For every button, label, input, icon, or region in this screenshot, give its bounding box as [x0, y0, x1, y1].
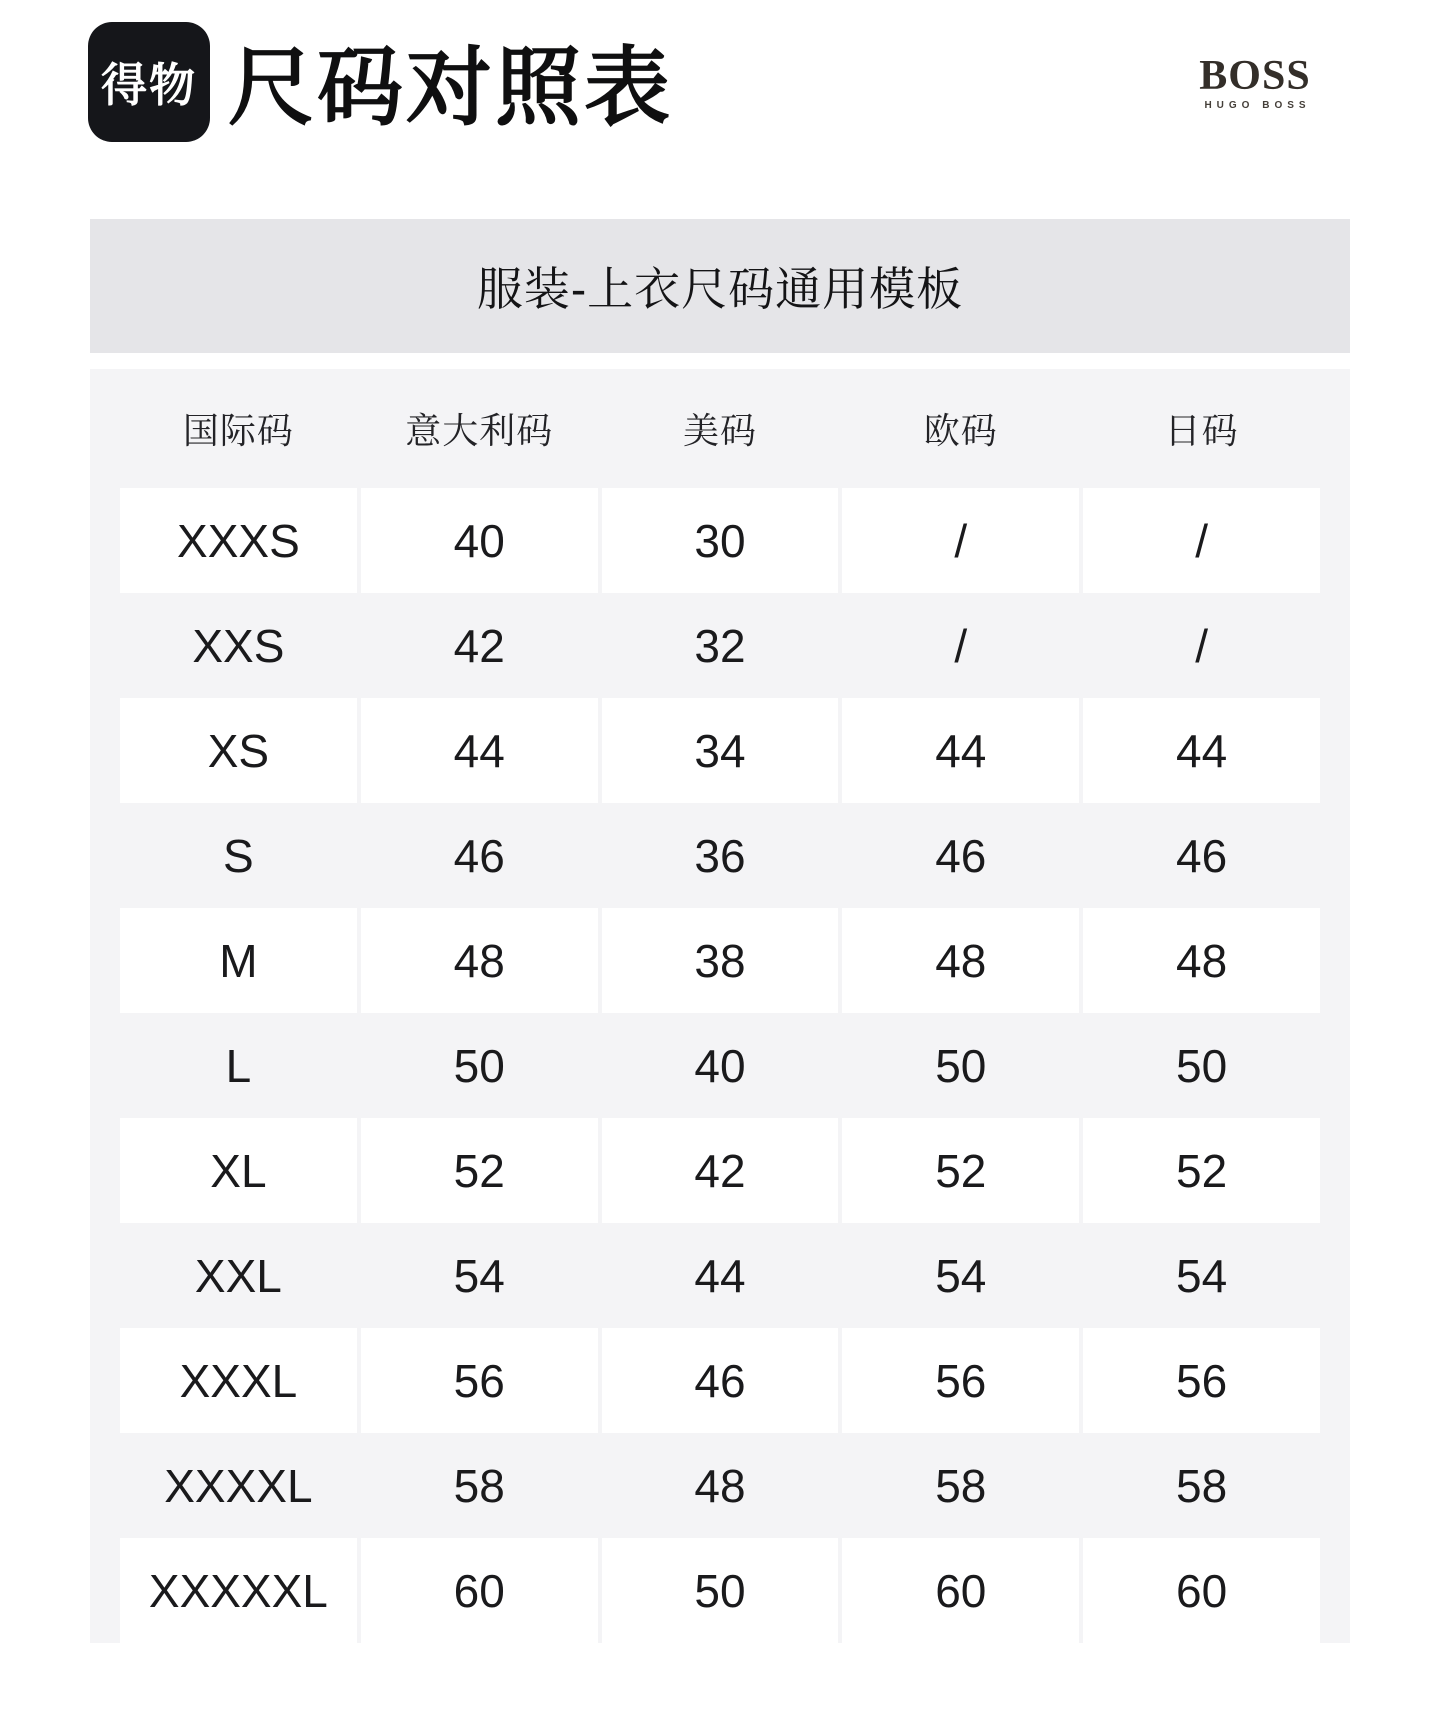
size-cell: XXXXL: [164, 1459, 313, 1512]
size-cell: 38: [602, 908, 839, 1013]
size-cell: 34: [602, 698, 839, 803]
size-cell: 46: [1176, 829, 1228, 882]
size-cell: 46: [602, 1328, 839, 1433]
size-cell: 54: [1176, 1249, 1228, 1302]
size-cell: 60: [361, 1538, 598, 1643]
table-row: [90, 488, 1350, 593]
table-row: [90, 1118, 1350, 1223]
column-header-us: 美码: [682, 410, 757, 451]
table-row: [90, 908, 1350, 1013]
size-cell: 46: [935, 829, 987, 882]
size-cell: /: [842, 488, 1079, 593]
size-cell: 44: [1083, 698, 1320, 803]
size-cell: 44: [842, 698, 1079, 803]
column-header-eu: 欧码: [923, 410, 998, 451]
column-header-jp: 日码: [1164, 410, 1239, 451]
table-row: [90, 593, 1350, 698]
size-cell: 48: [694, 1459, 746, 1512]
size-cell: 56: [361, 1328, 598, 1433]
size-cell: XS: [120, 698, 357, 803]
size-cell: 48: [361, 908, 598, 1013]
size-cell: XXXXXL: [120, 1538, 357, 1643]
size-cell: M: [120, 908, 357, 1013]
size-cell: XXL: [194, 1249, 282, 1302]
table-header-row: [90, 369, 1350, 488]
table-row: [90, 1328, 1350, 1433]
size-cell: 46: [453, 829, 505, 882]
table-row: [90, 1433, 1350, 1538]
size-cell: 52: [842, 1118, 1079, 1223]
column-header-italy: 意大利码: [405, 410, 554, 451]
dewu-logo-text: 得物: [101, 59, 197, 111]
section-title-bar: [90, 219, 1350, 353]
size-cell: 60: [1083, 1538, 1320, 1643]
size-cell: 40: [694, 1039, 746, 1092]
size-cell: 40: [361, 488, 598, 593]
size-cell: XL: [120, 1118, 357, 1223]
size-cell: 50: [453, 1039, 505, 1092]
size-cell: /: [1083, 488, 1320, 593]
page-title: 尺码对照表: [228, 40, 673, 136]
size-cell: 44: [361, 698, 598, 803]
size-cell: 52: [361, 1118, 598, 1223]
size-cell: /: [1195, 619, 1208, 672]
size-cell: 56: [1083, 1328, 1320, 1433]
boss-logo: [1196, 53, 1314, 111]
size-cell: 50: [935, 1039, 987, 1092]
size-cell: XXXS: [120, 488, 357, 593]
size-cell: 50: [602, 1538, 839, 1643]
table-row: [90, 698, 1350, 803]
size-cell: 58: [453, 1459, 505, 1512]
size-cell: XXXL: [120, 1328, 357, 1433]
column-header-international: 国际码: [182, 410, 294, 451]
size-cell: 58: [935, 1459, 987, 1512]
size-cell: 48: [1083, 908, 1320, 1013]
section-title: 服装-上衣尺码通用模板: [476, 263, 964, 315]
size-cell: XXS: [192, 619, 285, 672]
size-cell: L: [225, 1039, 252, 1092]
size-cell: 32: [694, 619, 746, 672]
size-cell: 58: [1176, 1459, 1228, 1512]
size-cell: S: [223, 829, 254, 882]
size-cell: 44: [694, 1249, 746, 1302]
size-cell: 54: [453, 1249, 505, 1302]
table-row: [90, 1538, 1350, 1643]
size-table: [90, 369, 1350, 1643]
size-cell: 30: [602, 488, 839, 593]
boss-logo-secondary: HUGO BOSS: [1204, 100, 1311, 111]
dewu-logo: [88, 22, 210, 142]
size-cell: 54: [935, 1249, 987, 1302]
size-cell: 60: [842, 1538, 1079, 1643]
table-row: [90, 803, 1350, 908]
size-cell: 36: [694, 829, 746, 882]
size-cell: 42: [453, 619, 505, 672]
table-row: [90, 1013, 1350, 1118]
size-cell: 56: [842, 1328, 1079, 1433]
size-cell: 52: [1083, 1118, 1320, 1223]
size-cell: 48: [842, 908, 1079, 1013]
table-row: [90, 1223, 1350, 1328]
size-cell: /: [954, 619, 968, 672]
size-cell: 42: [602, 1118, 839, 1223]
boss-logo-primary: BOSS: [1199, 53, 1311, 99]
size-cell: 50: [1176, 1039, 1228, 1092]
